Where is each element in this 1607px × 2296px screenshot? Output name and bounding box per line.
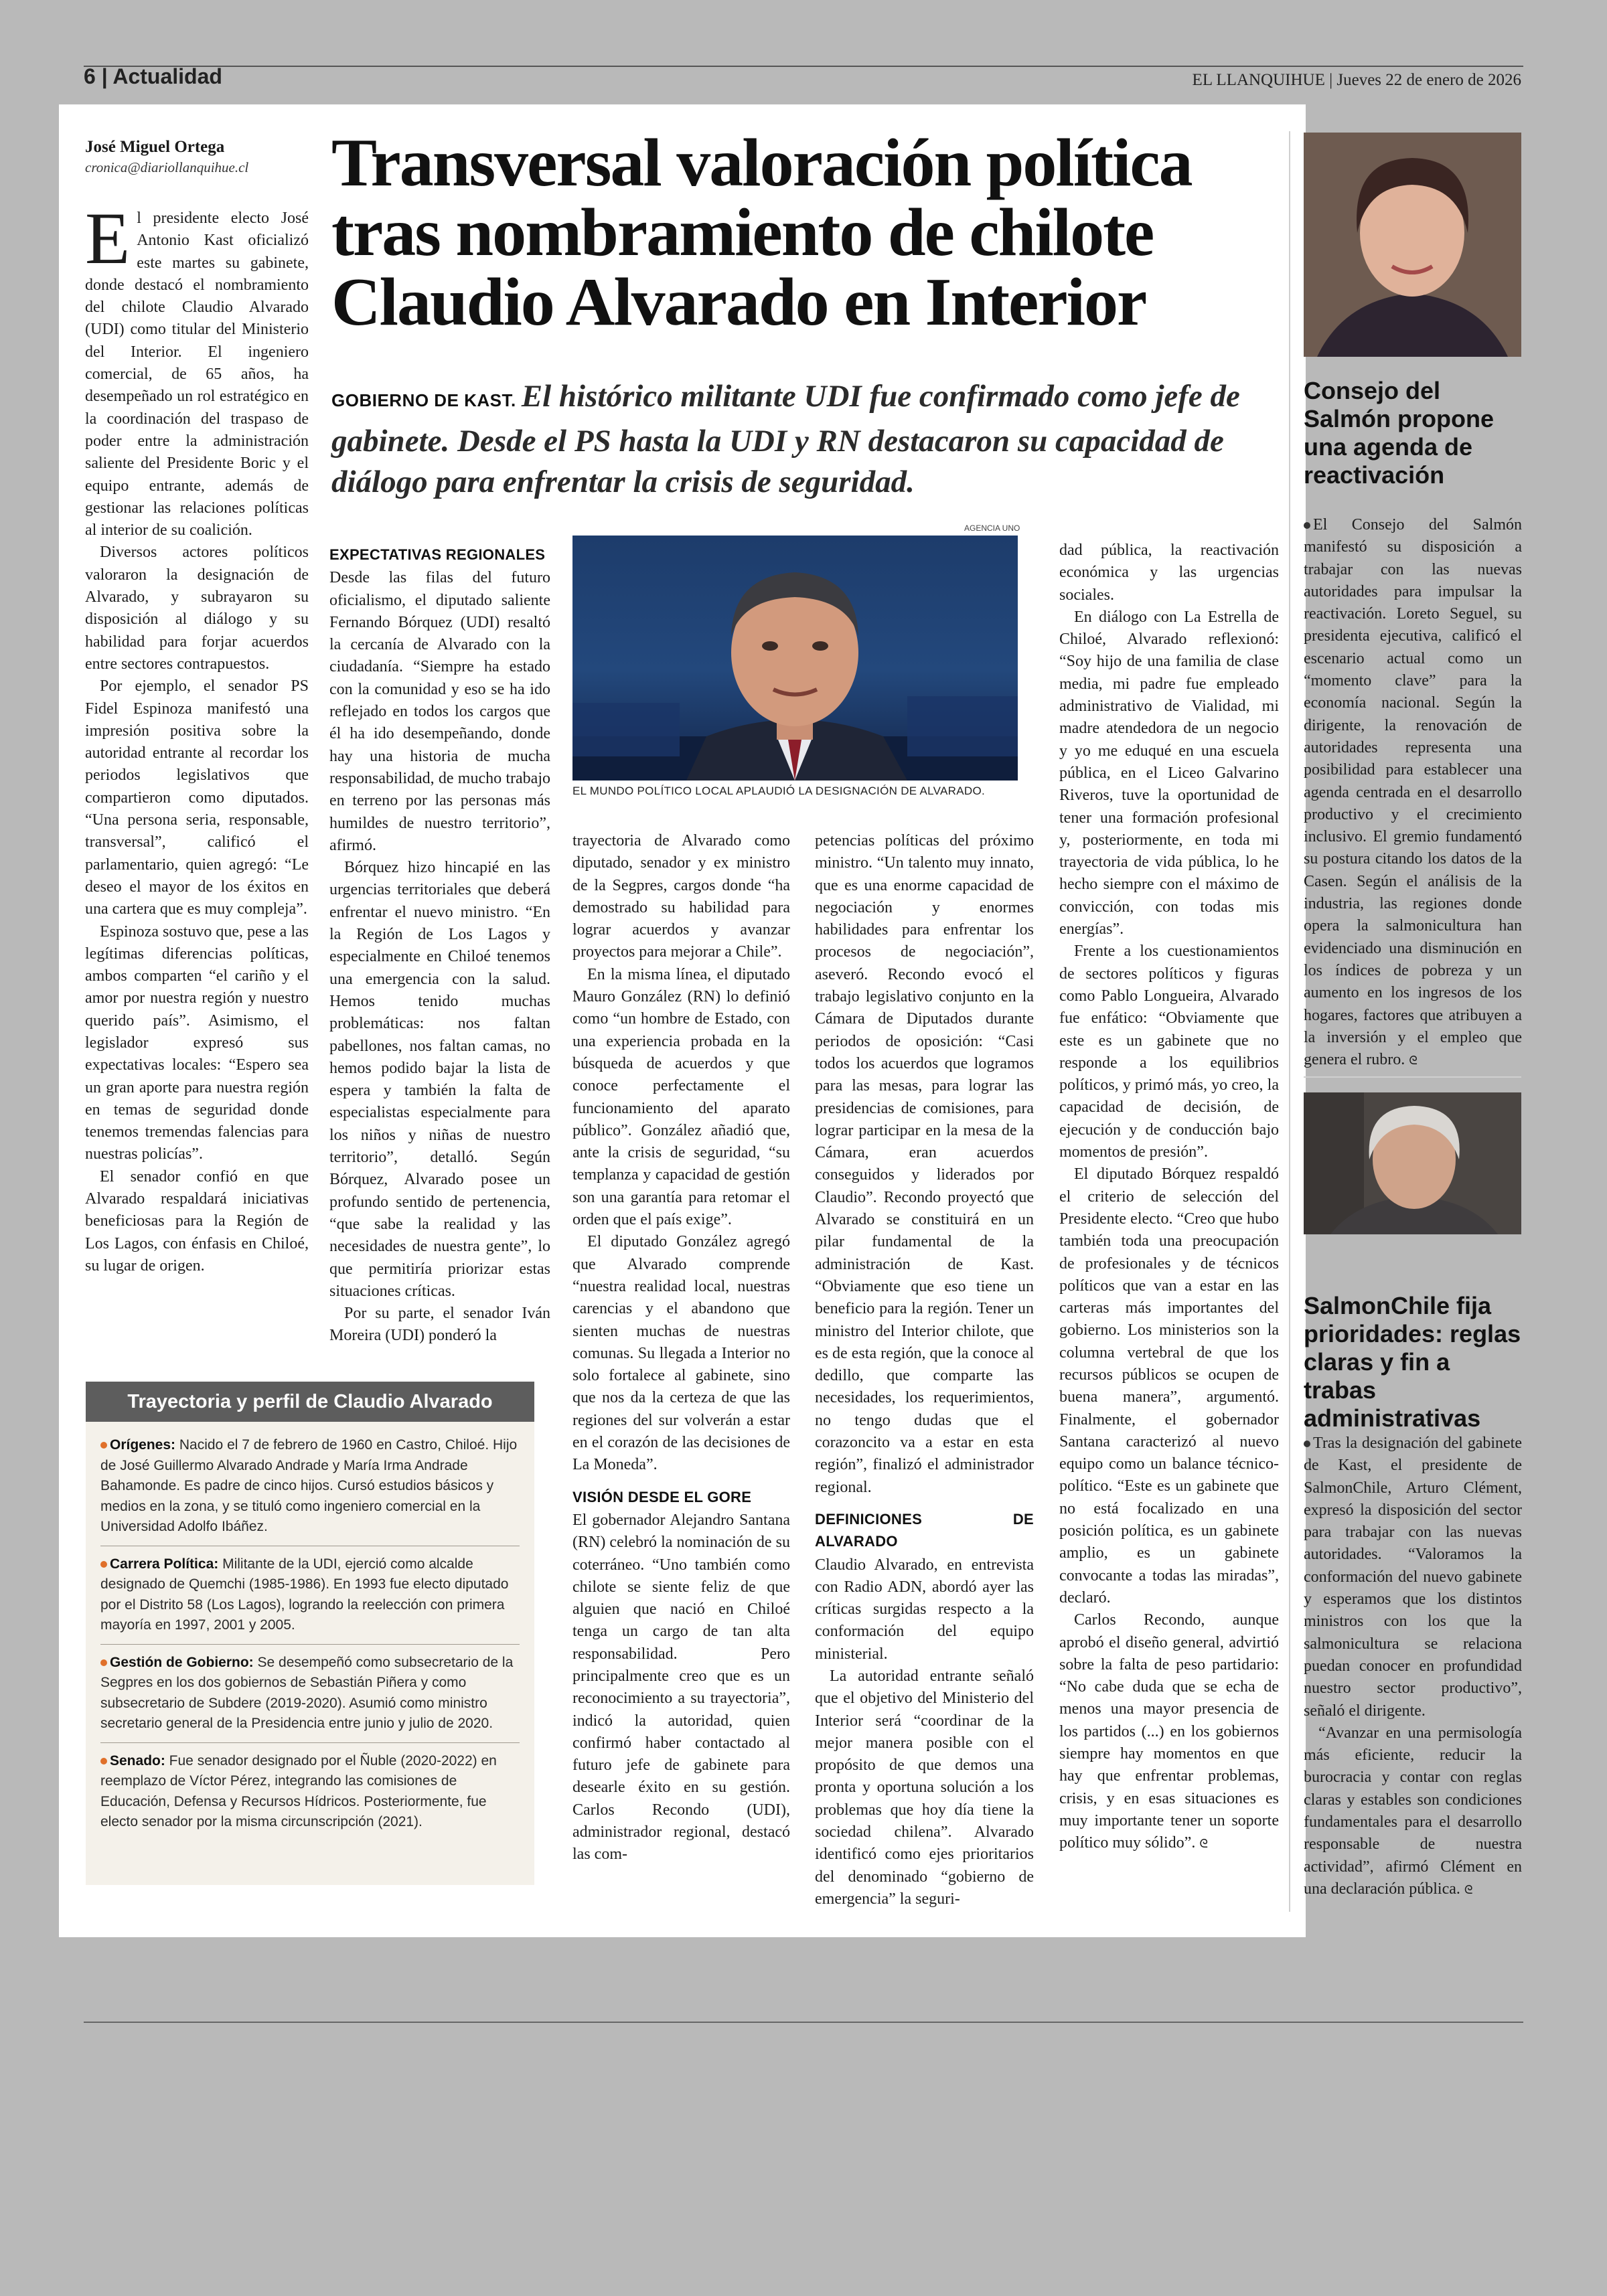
paragraph: trayectoria de Alvarado como diputado, senador y ex ministro de la Segpres, cargos donde “ha demostrado su habilidad para lograr acuerdos y avanzar proyectos para mejorar a Chile”. xyxy=(572,832,790,961)
end-mark-icon: ᘓ xyxy=(1409,1054,1418,1068)
paragraph: “Avanzar en una permisología más eficiente, reducir la burocracia y contar con reglas claras y estables son condiciones fundamentales para el desarrollo responsable de nuestra actividad”, afirmó Clément en una declaración pública. xyxy=(1304,1724,1522,1898)
portrait-illustration xyxy=(572,536,1018,781)
paragraph: El diputado González agregó que Alvarado comprende “nuestra realidad local, nuestras carencias y el abandono que sienten muchas de nuestras comunas. Su llegada a Interior no solo fortalece al gabinete, sino que nos da la certeza de que las regiones del sur volverán a estar en el corazón de las decisiones de La Moneda”. xyxy=(572,1233,790,1474)
kicker: GOBIERNO DE KAST. xyxy=(331,390,516,410)
paragraph: El diputado Bórquez respaldó el criterio de selección del Presidente electo. “Creo que hubo también toda una preocupación de profesionales y de técnicos políticos que van a estar en las carteras más importantes del gobierno. Los ministerios son la columna vertebral de que los recursos públicos se ocupen de buena manera”, argumentó. Finalmente, el gobernador Santana caracterizó al nuevo equipo como un balance técnico-político. “Este es un gabinete que no está focalizado en una posición política, es un gabinete amplio, es un gabinete convocante a todas las miradas”, declaró. xyxy=(1059,1165,1279,1607)
bullet-icon xyxy=(100,1442,107,1449)
sidebar-divider xyxy=(1289,131,1290,1912)
paragraph: Desde las filas del futuro oficialismo, el diputado saliente Fernando Bórquez (UDI) resaltó la cercanía de Alvarado con la ciudadanía. “Siempre ha estado con la comunidad y eso se ha ido reflejado en todos los cargos que él ha ido desempeñando, donde hay una historia de mucha responsabilidad, de mucho trabajo en terreno por las personas más humildes de nuestro territorio”, afirmó. xyxy=(329,569,550,854)
bullet-icon xyxy=(1304,522,1310,529)
paragraph: Espinoza sostuvo que, pese a las legítimas diferencias políticas, ambos comparten “el cariño y el amor por nuestra región y nuestro querido país”. Asimismo, el legislador expresó sus expectativas locales: “Espero sea un gran aporte para nuestra región en temas de seguridad donde tenemos tremendas falencias para nuestras policías”. xyxy=(85,922,309,1163)
paragraph: Claudio Alvarado, en entrevista con Radio ADN, abordó ayer las críticas surgidas respecto a la conformación del equipo ministerial. xyxy=(815,1556,1034,1663)
photo-credit: AGENCIA UNO xyxy=(964,523,1020,533)
sidebar-photo-1 xyxy=(1304,133,1521,357)
paragraph: La autoridad entrante señaló que el objetivo del Ministerio del Interior será “coordinar de la mejor manera posible con el propósito de que demos una pronta y oportuna solución a los problemas que hoy día tiene la sociedad chilena”. Alvarado identificó como ejes prioritarios del denominado “gobierno de emergencia” la seguri- xyxy=(815,1667,1034,1908)
paragraph: Por ejemplo, el senador PS Fidel Espinoza manifestó una impresión positiva sobre la autoridad entrante al recordar los periodos legislativos que compartieron como diputados. “Una persona seria, responsable, transversal”, calificó el parlamentario, quien agregó: “Le deseo el mayor de los éxitos en una cartera que es muy compleja”. xyxy=(85,677,309,918)
entry-text: Se desempeñó como subsecretario de la Segpres en los dos gobiernos de Sebastián Piñera y como subsecretario de Subdere (2019-2020). Asumió como ministro secretario general de la Presidencia entre junio y julio de 2020. xyxy=(100,1654,514,1731)
byline xyxy=(85,138,313,176)
sidebar-story-2 xyxy=(1304,1432,1522,1901)
sidebar-photo-2 xyxy=(1304,1092,1521,1234)
article-column-2 xyxy=(329,541,550,1347)
deck-text: El histórico militante UDI fue confirmado como jefe de gabinete. Desde el PS hasta la UDI y RN destacaron su capacidad de diálogo para enfrentar la crisis de seguridad. xyxy=(331,379,1240,499)
headline xyxy=(331,125,1289,340)
sidebar-story-1 xyxy=(1304,514,1522,1072)
subhead: DEFINICIONES DE ALVARADO xyxy=(815,1510,1034,1550)
paragraph: Diversos actores políticos valoraron la designación de Alvarado, y subrayaron su disposición al diálogo y su habilidad para forjar acuerdos entre sectores contrapuestos. xyxy=(85,544,309,673)
end-mark-icon: ᘓ xyxy=(1199,1837,1209,1852)
portrait-illustration xyxy=(1304,1092,1521,1234)
paragraph: Frente a los cuestionamientos de sectores políticos y figuras como Pablo Longueira, Alvarado fue enfático: “Obviamente que este es un gabinete que no responde a los equilibrios políticos, y primó más, yo creo, la capacidad de decisión, de ejecución y de conducción bajo momentos de presión”. xyxy=(1059,942,1279,1161)
paragraph: En diálogo con La Estrella de Chiloé, Alvarado reflexionó: “Soy hijo de una familia de clase media, mi padre fue empleado administrativo de Vialidad, mi madre atendedora de un negocio y yo me eduqué en una escuela pública, en el Liceo Galvarino Riveros, tuve la oportunidad de tener una formación profesional y, posteriormente, en toda mi trayectoria de vida pública, lo he hecho siempre con el máximo de convicción, con todas mis energías”. xyxy=(1059,608,1279,938)
bullet-icon xyxy=(100,1758,107,1765)
subhead: VISIÓN DESDE EL GORE xyxy=(572,1488,752,1505)
headline-line: tras nombramiento de chilote xyxy=(331,195,1154,270)
article-column-1 xyxy=(85,197,309,1277)
author-email[interactable]: cronica@diariollanquihue.cl xyxy=(85,159,249,175)
sidebar-headline-2: SalmonChile fija prioridades: reglas claras y fin a trabas administrativas xyxy=(1304,1292,1521,1432)
section-label: 6 | Actualidad xyxy=(84,64,222,88)
profile-box-body xyxy=(86,1422,534,1841)
sidebar-headline-1: Consejo del Salmón propone una agenda de reactivación xyxy=(1304,377,1495,489)
entry-label: Senado: xyxy=(110,1752,165,1769)
photo-caption: EL MUNDO POLÍTICO LOCAL APLAUDIÓ LA DESIGNACIÓN DE ALVARADO. xyxy=(572,785,985,797)
profile-entry xyxy=(100,1427,520,1546)
headline-line: Transversal valoración política xyxy=(331,125,1192,201)
sidebar-rule xyxy=(1304,1076,1521,1078)
entry-label: Gestión de Gobierno: xyxy=(110,1654,254,1670)
article-column-3 xyxy=(572,830,790,1866)
profile-entry xyxy=(100,1743,520,1841)
entry-text: Militante de la UDI, ejerció como alcalde designado de Quemchi (1985-1986). En 1993 fue electo diputado por el Distrito 58 (Los Lagos), logrando la reelección con primera mayoría en 1997, 2001 y 2005. xyxy=(100,1556,509,1633)
paragraph: l presidente electo José Antonio Kast oficializó este martes su gabinete, donde destacó el nombramiento del chilote Claudio Alvarado (UDI) como titular del Ministerio del Interior. El ingeniero comercial, de 65 años, ha desempeñado un rol estratégico en la coordinación del traspaso de poder entre la administración saliente del Presidente Boric y el equipo entrante, además de gestionar las relaciones políticas al interior de su coalición. xyxy=(85,210,309,540)
header-rule xyxy=(84,66,1523,67)
deck xyxy=(331,376,1289,503)
profile-entry xyxy=(100,1546,520,1645)
article-column-5 xyxy=(1059,540,1279,1856)
subhead: EXPECTATIVAS REGIONALES xyxy=(329,546,546,563)
end-mark-icon: ᘓ xyxy=(1464,1882,1473,1897)
profile-box xyxy=(86,1382,534,1885)
paper-date: EL LLANQUIHUE | Jueves 22 de enero de 2026 xyxy=(1192,71,1521,89)
paragraph: Bórquez hizo hincapié en las urgencias territoriales que deberá enfrentar el nuevo ministro. “En la Región de Los Lagos y especialmente en Chiloé tenemos una emergencia con la salud. Hemos tenido muchas problemáticas: nos faltan pabellones, nos faltan camas, no hemos podido bajar la lista de espera y también la falta de especialistas especialmente para los niños y niñas de nuestro territorio”, detalló. Según Bórquez, Alvarado posee un profundo sentido de pertenencia, “que sabe la realidad y las necesidades de nuestra gente”, lo que permitiría priorizar estas situaciones críticas. xyxy=(329,859,550,1300)
bullet-icon xyxy=(1304,1441,1310,1447)
paragraph: En la misma línea, el diputado Mauro González (RN) lo definió como “un hombre de Estado, con una experiencia probada en la búsqueda de acuerdos y que conoce perfectamente el funcionamiento del aparato público”. González añadió que, ante la crisis de seguridad, “su templanza y capacidad de gestión son una garantía para retomar el orden que el país exige”. xyxy=(572,965,790,1229)
article-column-4 xyxy=(815,830,1034,1910)
paragraph: Por su parte, el senador Iván Moreira (UDI) ponderó la xyxy=(329,1305,550,1345)
paragraph: Carlos Recondo, aunque aprobó el diseño general, advirtió sobre la falta de peso partidario: “No cabe duda que se echa de menos una mayor presencia de los partidos (...) en los gobiernos siempre hay momentos en que hay que enfrentar problemas, crisis, y en esas situaciones es muy importante tener un soporte político muy sólido”. xyxy=(1059,1611,1279,1852)
profile-entry xyxy=(100,1645,520,1743)
entry-label: Carrera Política: xyxy=(110,1556,219,1572)
profile-box-title: Trayectoria y perfil de Claudio Alvarado xyxy=(86,1382,534,1422)
drop-cap: E xyxy=(85,197,131,279)
entry-text: Nacido el 7 de febrero de 1960 en Castro, Chiloé. Hijo de José Guillermo Alvarado Andrade y María Irma Andrade Bahamonde. Es padre de cinco hijos. Cursó estudios básicos y medios en la zona, y se tituló como ingeniero comercial en la Universidad Adolfo Ibáñez. xyxy=(100,1437,518,1534)
bullet-icon xyxy=(100,1659,107,1666)
portrait-photo xyxy=(572,536,1018,781)
paragraph: El Consejo del Salmón manifestó su disposición a trabajar con las nuevas autoridades para impulsar la reactivación. Loreto Seguel, su presidenta ejecutiva, calificó el escenario actual como un “momento clave” para la economía nacional. Según la dirigente, la renovación de autoridades representa una posibilidad para establecer una agenda centrada en el desarrollo productivo y el crecimiento inclusivo. El gremio fundamentó su postura citando los datos de la Casen. Según el análisis de la industria, las regiones donde opera la salmonicultura han evidenciado una disminución en los índices de pobreza y un aumento en los ingresos de los hogares, factores que atribuyen a la inversión y el empleo que genera el rubro. xyxy=(1304,516,1522,1069)
headline-line: Claudio Alvarado en Interior xyxy=(331,264,1146,340)
entry-label: Orígenes: xyxy=(110,1437,176,1453)
footer-rule xyxy=(84,2022,1523,2023)
paragraph: Tras la designación del gabinete de Kast, el presidente de SalmonChile, Arturo Clément, expresó la disposición del sector para trabajar con las nuevas autoridades. “Valoramos la conformación del nuevo gabinete y esperamos que los distintos ministros con los que la salmonicultura se relaciona puedan conocer en profundidad nuestro sector productivo”, señaló el dirigente. xyxy=(1304,1434,1522,1720)
paragraph: petencias políticas del próximo ministro. “Un talento muy innato, que es una enorme capacidad de negociación y enormes habilidades para enfrentar los procesos de negociación”, aseveró. Recondo evocó el trabajo legislativo conjunto en la Cámara de Diputados durante periodos de oposición: “Casi todos los acuerdos que logramos para las mesas, para lograr las presidencias de comisiones, para lograr participar en la mesa de la Cámara, eran acuerdos conseguidos y liderados por Claudio”. Recondo proyectó que Alvarado se constituirá en un pilar fundamental de la administración de Kast. “Obviamente que eso tiene un beneficio para la región. Tener un ministro del Interior chilote, que es de esta región, que la conoce al dedillo, que comparte las necesidades, los requerimientos, no tengo dudas que el corazoncito va a estar en esta región”, finalizó el administrador regional. xyxy=(815,832,1034,1496)
portrait-illustration xyxy=(1304,133,1521,357)
bullet-icon xyxy=(100,1561,107,1568)
paragraph: El senador confió en que Alvarado respaldará iniciativas beneficiosas para la Región de Los Lagos, con énfasis en Chiloé, su lugar de origen. xyxy=(85,1167,309,1275)
author-name: José Miguel Ortega xyxy=(85,138,225,156)
entry-text: Fue senador designado por el Ñuble (2020-2022) en reemplazo de Víctor Pérez, integrando las comisiones de Educación, Defensa y Recursos Hídricos. Posteriormente, fue electo senador por la misma circunscripción (2021). xyxy=(100,1752,497,1829)
paragraph: El gobernador Alejandro Santana (RN) celebró la nominación de su coterráneo. “Uno también como chilote se siente feliz de que alguien que nació en Chiloé tenga un cargo de tan alta responsabilidad. Pero principalmente creo que es un reconocimiento a su trayectoria”, indicó la autoridad, quien confirmó haber contactado al futuro jefe de gabinete para desearle éxito en su gestión. Carlos Recondo (UDI), administrador regional, destacó las com- xyxy=(572,1511,790,1864)
paragraph: dad pública, la reactivación económica y las urgencias sociales. xyxy=(1059,542,1279,604)
